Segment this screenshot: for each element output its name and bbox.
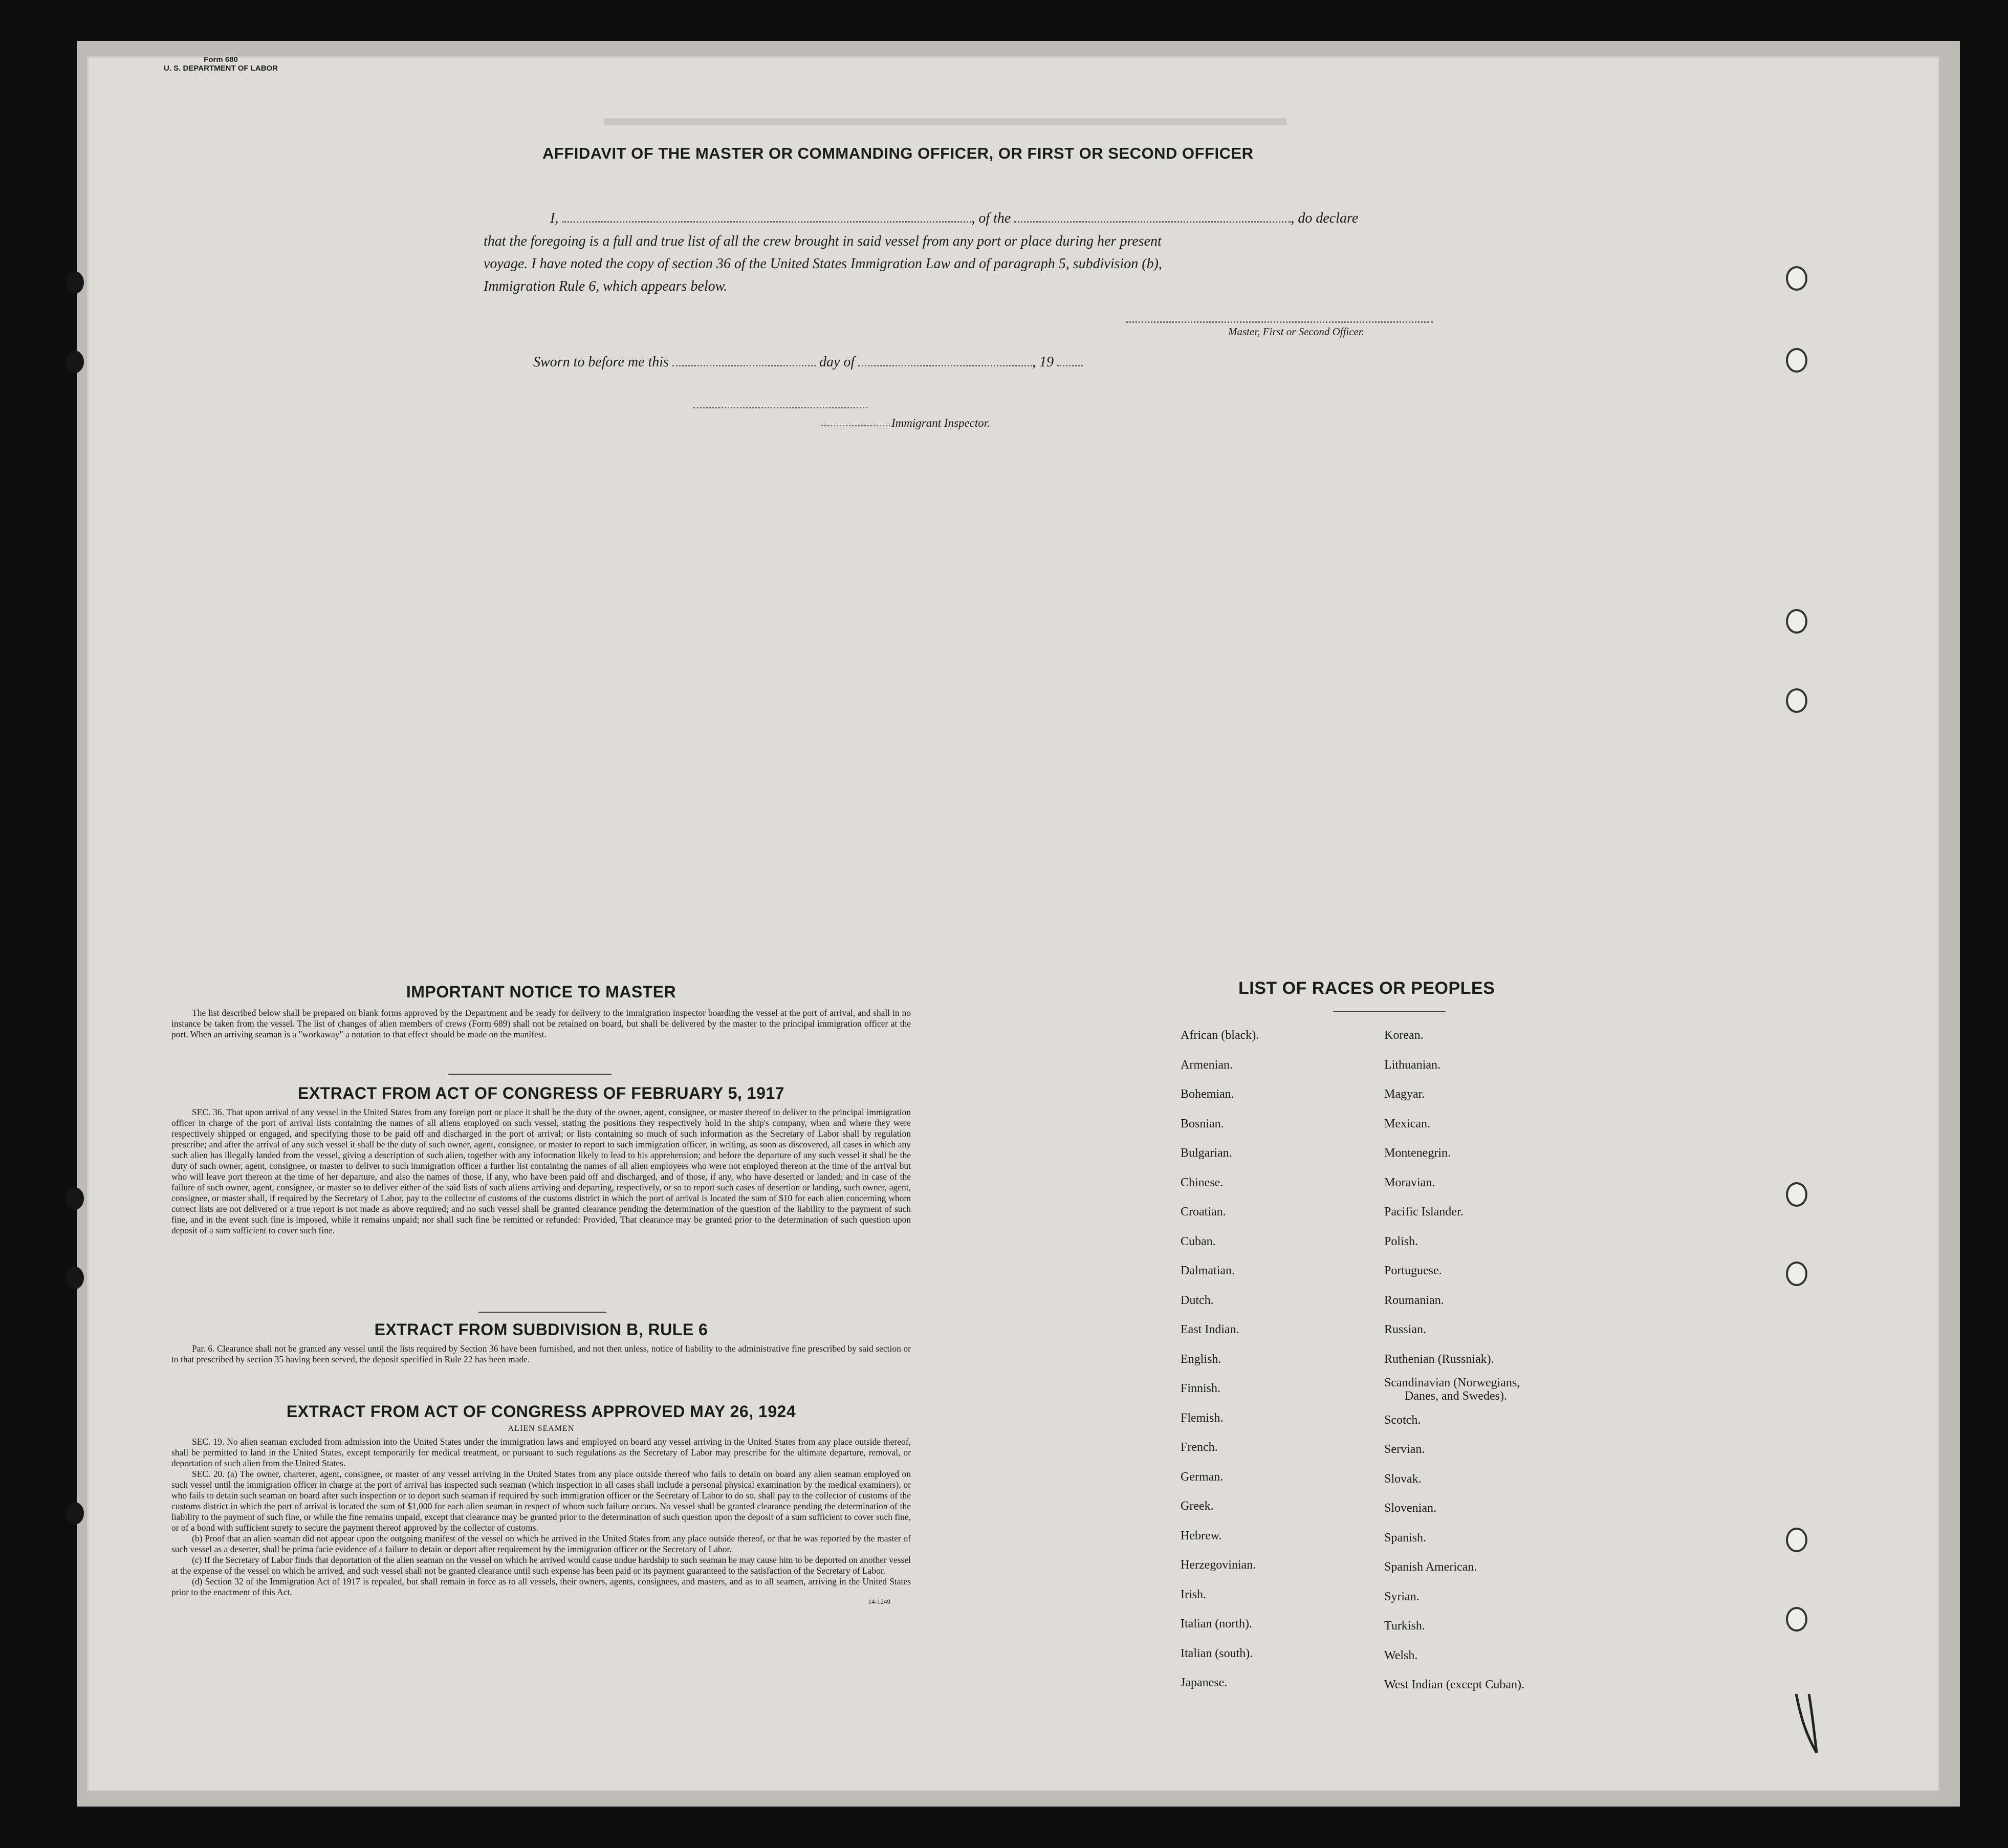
punch-hole [1786,266,1807,291]
race-item: Bosnian. [1181,1117,1224,1130]
sec20a-text: SEC. 20. (a) The owner, charterer, agent, consignee, or master of any vessel arriving in the United States from any place outside thereof who fails to detain on board any alien seaman employed on such vessel until the immigration officer in charge at the port of arrival has inspected such seaman (which inspection in all cases shall include a personal physical examination by the medical examiners), or who fails to detain such seaman on board after such inspection or to deport such seaman if required by such immigration officer or the Secretary of Labor to do so, shall pay to the collector of customs of the customs district in which the port of arrival is located the sum of $1,000 for each alien seaman in respect of whom such failure occurs. No vessel shall be granted clearance pending the determination of the liability to the payment of such fine, or while the fine remains unpaid, except that clearance may be granted prior to the determination of such question upon the deposit of a sum sufficient to cover such fine, or of a bond with sufficient surety to secure the payment thereof approved by the collector of customs. [171,1469,911,1533]
alien-seamen-subtitle: ALIEN SEAMEN [508,1424,575,1433]
department-name: U. S. DEPARTMENT OF LABOR [164,64,278,73]
inspector-signature-line-2[interactable] [821,425,890,426]
affidavit-body [484,230,1456,298]
race-item: Polish. [1384,1234,1418,1248]
punch-hole [1786,1607,1807,1632]
notice-title: IMPORTANT NOTICE TO MASTER [406,983,676,1001]
sworn-line [533,351,1198,374]
race-item: English. [1181,1352,1221,1366]
extract-rule6-title: EXTRACT FROM SUBDIVISION B, RULE 6 [374,1320,708,1339]
race-item: Scotch. [1384,1413,1421,1427]
sworn-year-field[interactable] [1057,354,1083,366]
declare-label: , do declare [1291,210,1359,226]
race-item: Japanese. [1181,1676,1228,1689]
extract-rule6-section [171,1320,911,1365]
punch-hole [66,1187,84,1210]
sec20d-text: (d) Section 32 of the Immigration Act of 1917 is repealed, but shall remain in force as to all vessels, their owners, agents, consignees, and masters, and as to all seamen, arriving in the United States prior to the enactment of this Act. [171,1576,911,1597]
punch-hole [1786,688,1807,713]
races-title: LIST OF RACES OR PEOPLES [1238,979,1495,998]
punch-hole [1786,609,1807,634]
race-item: Spanish American. [1384,1560,1477,1574]
affidavit-title: AFFIDAVIT OF THE MASTER OR COMMANDING OFFICER, OR FIRST OR SECOND OFFICER [542,144,1254,162]
race-item: Russian. [1384,1323,1427,1336]
punch-hole [66,1267,84,1289]
race-item: Herzegovinian. [1181,1558,1256,1572]
race-item: Flemish. [1181,1411,1224,1425]
race-item: Greek. [1181,1499,1214,1513]
race-item: Dutch. [1181,1293,1214,1307]
race-item: Korean. [1384,1029,1424,1042]
form-number: Form 680 [204,55,238,64]
race-item: Welsh. [1384,1648,1418,1662]
affidavit-body-line: Immigration Rule 6, which appears below. [484,278,728,294]
race-item: Montenegrin. [1384,1146,1451,1160]
notice-body: The list described below shall be prepared on blank forms approved by the Department and be ready for delivery to the immigration inspector boarding the vessel at the port of arrival, and shall in no instance be taken from the vessel. The list of changes of alien members of crews (Form 689) shall not be retained on board, but shall be delivered by the master to the principal immigration officer at the port. When an arriving seaman is a "workaway" a notation to that effect should be made on the manifest. [171,1008,911,1039]
declarant-label: I, [550,210,559,226]
of-the-label: , of the [971,210,1011,226]
signature-label: Master, First or Second Officer. [1228,325,1364,338]
race-item: Slovak. [1384,1472,1422,1486]
signature-line[interactable] [1126,321,1433,323]
inspector-label: Immigrant Inspector. [891,417,990,429]
race-item: Dalmatian. [1181,1264,1235,1277]
race-item: Croatian. [1181,1205,1226,1219]
sworn-label: Sworn to before me this [533,354,669,370]
race-item: Pacific Islander. [1384,1205,1464,1219]
race-item: Moravian. [1384,1176,1435,1189]
form-identifier [164,55,278,73]
extract-1924-title: EXTRACT FROM ACT OF CONGRESS APPROVED MAY 26, 1924 [286,1402,796,1421]
sec20c-text: (c) If the Secretary of Labor finds that deportation of the alien seaman on the vessel on which he arrived would cause undue hardship to such seaman he may cause him to be deported on another vessel at the expense of the vessel on which he arrived, and such vessel shall not be granted clearance until such expense has been paid or its payment guaranteed to the satisfaction of the Secretary of Labor. [171,1555,911,1576]
vessel-name-field[interactable] [1014,210,1291,223]
year-label: , 19 [1032,354,1054,370]
race-item: Finnish. [1181,1382,1221,1395]
race-item: Syrian. [1384,1590,1420,1603]
punch-hole [1786,1528,1807,1552]
affidavit-line1 [550,207,1451,230]
punch-hole [66,351,84,373]
punch-hole [1786,1182,1807,1207]
divider [448,1074,612,1075]
sec20b-text: (b) Proof that an alien seaman did not appear upon the outgoing manifest of the vessel on which he arrived in the United States from any place outside thereof, or that he was reported by the master of such vessel as a deserter, shall be prima facie evidence of a failure to detain or deport after requirement by the immigration officer or the Secretary of Labor. [171,1533,911,1554]
pen-mark [1786,1689,1832,1760]
extract-1917-title: EXTRACT FROM ACT OF CONGRESS OF FEBRUARY 5, 1917 [298,1084,784,1102]
race-item: Lithuanian. [1384,1058,1440,1072]
punch-hole [1786,1262,1807,1286]
race-item: East Indian. [1181,1323,1239,1336]
race-item: Servian. [1384,1443,1425,1456]
race-item: Portuguese. [1384,1264,1442,1277]
divider [1333,1011,1446,1012]
race-item: German. [1181,1470,1224,1484]
print-code: 14-1249 [868,1598,890,1605]
race-item-continued: Danes, and Swedes). [1405,1389,1507,1403]
races-right-column [1384,1021,1524,1700]
race-item: Slovenian. [1384,1502,1436,1515]
divider [478,1312,606,1313]
race-item: Mexican. [1384,1117,1430,1130]
affidavit-body-line: voyage. I have noted the copy of section 36 of the United States Immigration Law and of paragraph 5, subdivision (b), [484,256,1162,272]
punch-hole [1786,348,1807,373]
bleed-through-heading: ▬▬▬▬▬▬▬▬▬▬▬▬▬▬▬▬▬▬▬▬▬▬▬▬▬▬▬▬▬ [604,113,1286,140]
race-item: Bulgarian. [1181,1146,1232,1160]
races-left-column [1181,1021,1259,1698]
sworn-month-field[interactable] [858,354,1032,366]
race-item: African (black). [1181,1029,1259,1042]
race-item: Spanish. [1384,1531,1427,1545]
punch-hole [66,271,84,294]
affidavit-body-line: that the foregoing is a full and true list of all the crew brought in said vessel from any port or place during her present [484,233,1162,249]
race-item: Roumanian. [1384,1293,1444,1307]
race-item: French. [1181,1441,1218,1454]
race-item: Cuban. [1181,1234,1216,1248]
race-item: Irish. [1181,1588,1206,1601]
sec19-text: SEC. 19. No alien seaman excluded from admission into the United States under the immigration laws and employed on board any vessel arriving in the United States from any place outside thereof, shall be permitted to land in the United States, except temporarily for medical treatment, or pursuant to such regulations as the Secretary of Labor may prescribe for the ultimate departure, removal, or deportation of such alien from the United States. [171,1437,911,1468]
race-item: Turkish. [1384,1619,1425,1633]
declarant-name-field[interactable] [562,210,971,223]
race-item: Chinese. [1181,1176,1224,1189]
race-item: Hebrew. [1181,1529,1222,1542]
race-item: Bohemian. [1181,1088,1234,1101]
race-item: Armenian. [1181,1058,1233,1072]
day-of-label: day of [819,354,855,370]
punch-hole [66,1502,84,1525]
sworn-day-field[interactable] [672,354,816,366]
extract-1924-section [171,1402,911,1606]
race-item: Ruthenian (Russniak). [1384,1352,1494,1366]
extract-rule6-body: Par. 6. Clearance shall not be granted any vessel until the lists required by Section 36 have been furnished, and not then unless, notice of liability to the administrative fine prescribed by said section or to that prescribed by section 35 having been served, the deposit specified in Rule 22 has been made. [171,1343,911,1364]
notice-section [171,983,911,1040]
race-item: Scandinavian (Norwegians, [1384,1376,1520,1389]
race-item-multiline [1384,1374,1524,1406]
race-item: West Indian (except Cuban). [1384,1678,1524,1691]
race-item: Italian (north). [1181,1617,1252,1630]
race-item: Italian (south). [1181,1646,1253,1660]
extract-1917-body: SEC. 36. That upon arrival of any vessel in the United States from any foreign port or place it shall be the duty of the owner, agent, consignee, or master thereof to deliver to the principal immigration officer in charge of the port of arrival lists containing the names of all aliens employed on such vessel, stating the positions they respectively hold in the ship's company, when and where they were respectively shipped or engaged, and specifying those to be paid off and discharged in the port of arrival; or lists containing so much of such information as the Secretary of Labor shall by regulation prescribe; and after the arrival of any such vessel it shall be the duty of such owner, agent, consignee, or master to report to such immigration officer, in writing, as soon as discovered, all cases in which any such alien has illegally landed from the vessel, giving a description of such alien, together with any information likely to lead to his apprehension; and before the departure of any such vessel it shall be the duty of such owner, agent, consignee, or master to deliver to such immigration officer a further list containing the names of all alien employees who were not employed thereon at the time of the arrival but who will leave port thereon at the time of her departure, and also the names of those, if any, who have been paid off and discharged, and of those, if any, who have deserted or landed; and in case of the failure of such owner, agent, consignee, or master so to deliver either of the said lists of such aliens arriving and departing, respectively, or so to report such cases of desertion or landing, such owner, agent, consignee, or master shall, if required by the Secretary of Labor, pay to the collector of customs of the customs district in which the port of arrival is located the sum of $10 for each alien concerning whom correct lists are not delivered or a true report is not made as above required; and no such vessel shall be granted clearance pending the determination of the question of the liability to the payment of such fine, and in the event such fine is imposed, while it remains unpaid; nor shall such fine be remitted or refunded: Provided, That clearance may be granted prior to the determination of such question upon deposit of a sum sufficient to cover such fine. [171,1107,911,1235]
extract-1917-section [171,1084,911,1236]
race-item: Magyar. [1384,1088,1425,1101]
inspector-signature-line[interactable] [693,407,867,408]
